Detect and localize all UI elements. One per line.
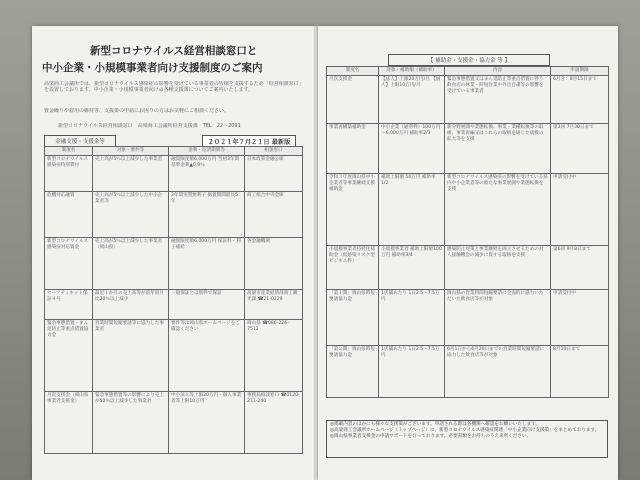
program-target: 【法人】上限20万円/月 【個人】上限10万円/月 xyxy=(379,76,445,124)
column-header: 制度名 xyxy=(327,67,379,76)
section-tab: 金融支援・支援金等 xyxy=(44,135,116,147)
program-deadline: 第3回 7月30日まで xyxy=(551,124,609,174)
program-contact: 事務局相談窓口 ☎0120-211-240 xyxy=(245,392,303,454)
program-target: 小規模事業者 補助上限額100万円 補助率3/4 xyxy=(379,246,445,290)
program-target: 中小企業（通常枠）100万円～6,000万円 補助率2/3 xyxy=(379,124,445,174)
column-header: 金利・返済期間等 xyxy=(169,147,245,156)
right-page xyxy=(318,26,618,480)
program-terms: 融資限度額6,000万円 保証料・利子補給 xyxy=(169,238,245,290)
program-content: 感染防止対策と事業継続を両立させるための対人接触機会の減少に資する取組を支援 xyxy=(445,246,551,290)
program-content: 緊急事態措置又はまん延防止等重点措置に伴う飲食店の休業・時短営業や外出自粛等の影響を受けている事業者 xyxy=(445,76,551,124)
program-name: 緊急事態措置・まん延防止等重点措置協力金 xyxy=(45,320,93,392)
table-row xyxy=(327,76,609,124)
program-name: 危機対応融資 xyxy=(45,192,93,238)
column-header: 対象・要件等 xyxy=(93,147,169,156)
footnote-box xyxy=(326,420,608,458)
footnote: ◎岡山県事業者支援金の申請サポートを行っております。必要書類をお持ちのうえ来所ください。 xyxy=(330,434,532,439)
program-target: 1店舗あたり 1日2.5～7.5万円 xyxy=(379,290,445,346)
program-target: 補助上限額 50万円 補助率1/2 xyxy=(379,174,445,246)
program-contact: 各金融機関 xyxy=(245,238,303,290)
intro-paragraph-2: 資金繰りや雇用の維持等、支援策の申請にお困りの方はお気軽にご相談ください。 xyxy=(44,108,230,114)
table-row xyxy=(45,320,303,392)
program-name: 新型コロナウイルス感染症特別貸付 xyxy=(45,156,93,192)
table-row xyxy=(327,124,609,174)
page-title: 新型コロナウイルス経営相談窓口と xyxy=(90,45,258,57)
program-deadline: 第6回 9月8日まで xyxy=(551,246,609,290)
table-row xyxy=(45,392,303,454)
program-contact: 岡山県 ☎086-226-7512 xyxy=(245,320,303,392)
program-name: 新型コロナウイルス感染症対応資金 xyxy=(45,238,93,290)
program-target: 1店舗あたり 1日2.5～7.5万円 xyxy=(379,346,445,398)
column-header: 対象・補助額（補助率） xyxy=(379,67,445,76)
footnote: ◎高梁商工会議所ホームページ（トップページ）に、新型コロナウイルス感染症関連「中小企業向け支援策」をまとめております。 xyxy=(330,428,600,433)
program-name: 「第２期」岡山県時短要請協力金 xyxy=(327,346,379,398)
program-contact: 高梁市産業経済部商工観光課 ☎21-0229 xyxy=(245,290,303,320)
subsidy-table xyxy=(326,66,609,398)
program-name: 月次支援金 xyxy=(327,76,379,124)
program-terms: 融資限度額6,000万円 当初3年間基準金利▲0.9％ xyxy=(169,156,245,192)
column-header: 内容 xyxy=(445,67,551,76)
table-row xyxy=(45,156,303,192)
program-deadline: 申請受付中 xyxy=(551,290,609,346)
program-target: 営業時間短縮要請等に協力した事業者 xyxy=(93,320,169,392)
table-row xyxy=(327,174,609,246)
column-header: 相談窓口 xyxy=(245,147,303,156)
table-row xyxy=(45,192,303,238)
program-content: 新型コロナウイルス感染症の影響を受けている県内中小企業者等の新たな事業展開や業態転換を支援 xyxy=(445,174,551,246)
program-terms: 3年間実質無利子 据置期間最長5年 xyxy=(169,192,245,238)
program-name: 「第１期」岡山県時短要請協力金 xyxy=(327,290,379,346)
program-deadline: 6月分：8月15日まで xyxy=(551,76,609,124)
program-target: 緊急事態措置等の影響により売上が50％以上減少した事業者 xyxy=(93,392,169,454)
program-target: 売上高が5％以上減少した事業者 xyxy=(93,156,169,192)
consultation-office-line: 新型コロナウイルス経営相談窓口 高梁商工会議所経営支援課 TEL：22－2091 xyxy=(58,123,241,129)
page-subtitle: 中小企業・小規模事業者向け支援制度のご案内 xyxy=(42,62,263,74)
support-table xyxy=(44,146,303,454)
program-name: 月次支援金（岡山県事業者支援金） xyxy=(45,392,93,454)
program-name: 事業再構築補助金 xyxy=(327,124,379,174)
column-header: 申請期限 xyxy=(551,67,609,76)
left-page xyxy=(32,26,314,480)
table-row xyxy=(45,238,303,290)
table-header-row xyxy=(327,67,609,76)
section-tab: 【 補助金・支援金・協力金 等 】 xyxy=(388,54,550,66)
table-row xyxy=(327,290,609,346)
program-name: 令和３年度岡山県中小企業者等事業継続支援補助金 xyxy=(327,174,379,246)
table-row xyxy=(327,346,609,398)
program-contact: 日本政策金融公庫 xyxy=(245,156,303,192)
program-target: 最近１か月の売上高等が前年同月比20％以上減少 xyxy=(93,290,169,320)
intro-paragraph: 高梁商工会議所では、新型コロナウイルス感染症の影響を受けている事業者の皆様を支援するため「経営相談窓口」を設置しております。中小企業・小規模事業者向けの各種支援策についてご案内いたします。 xyxy=(44,81,302,94)
table-row xyxy=(45,290,303,320)
program-terms: 一般保証とは別枠で保証 xyxy=(169,290,245,320)
program-name: 小規模事業者持続化補助金（低感染リスク型ビジネス枠） xyxy=(327,246,379,290)
program-content: 新分野展開や業態転換、事業・業種転換等の取組、事業再編又はこれらの取組を通じた規模の拡大等を支援 xyxy=(445,124,551,174)
footnote: ◎掲載内容のほかにも様々な支援策がございます。申請される際は各機関へ確認をお願いいたします。 xyxy=(330,422,540,427)
program-target: 売上高が5％以上減少した事業者（岡山県） xyxy=(93,238,169,290)
program-deadline: 8月10日まで xyxy=(551,346,609,398)
column-header: 制度名 xyxy=(45,147,93,156)
program-target: 売上高が5％以上減少した中小企業者等 xyxy=(93,192,169,238)
program-terms: 要件等は岡山県ホームページをご確認ください xyxy=(169,320,245,392)
program-terms: 中小法人等上限20万円・個人事業者等上限10万円 xyxy=(169,392,245,454)
date-badge: ２０２１年７月２１日 最新版 xyxy=(202,135,296,148)
program-deadline: 申請受付中 xyxy=(551,174,609,246)
program-name: セーフティネット保証４号 xyxy=(45,290,93,320)
program-content: 6月1日から6月20日までの営業時間短縮要請に協力した飲食店等が対象 xyxy=(445,346,551,398)
table-row xyxy=(327,246,609,290)
table-header-row xyxy=(45,147,303,156)
program-content: 岡山県の営業時間短縮要請に全面的に協力いただいた飲食店等が対象 xyxy=(445,290,551,346)
program-contact: 商工組合中央金庫 xyxy=(245,192,303,238)
